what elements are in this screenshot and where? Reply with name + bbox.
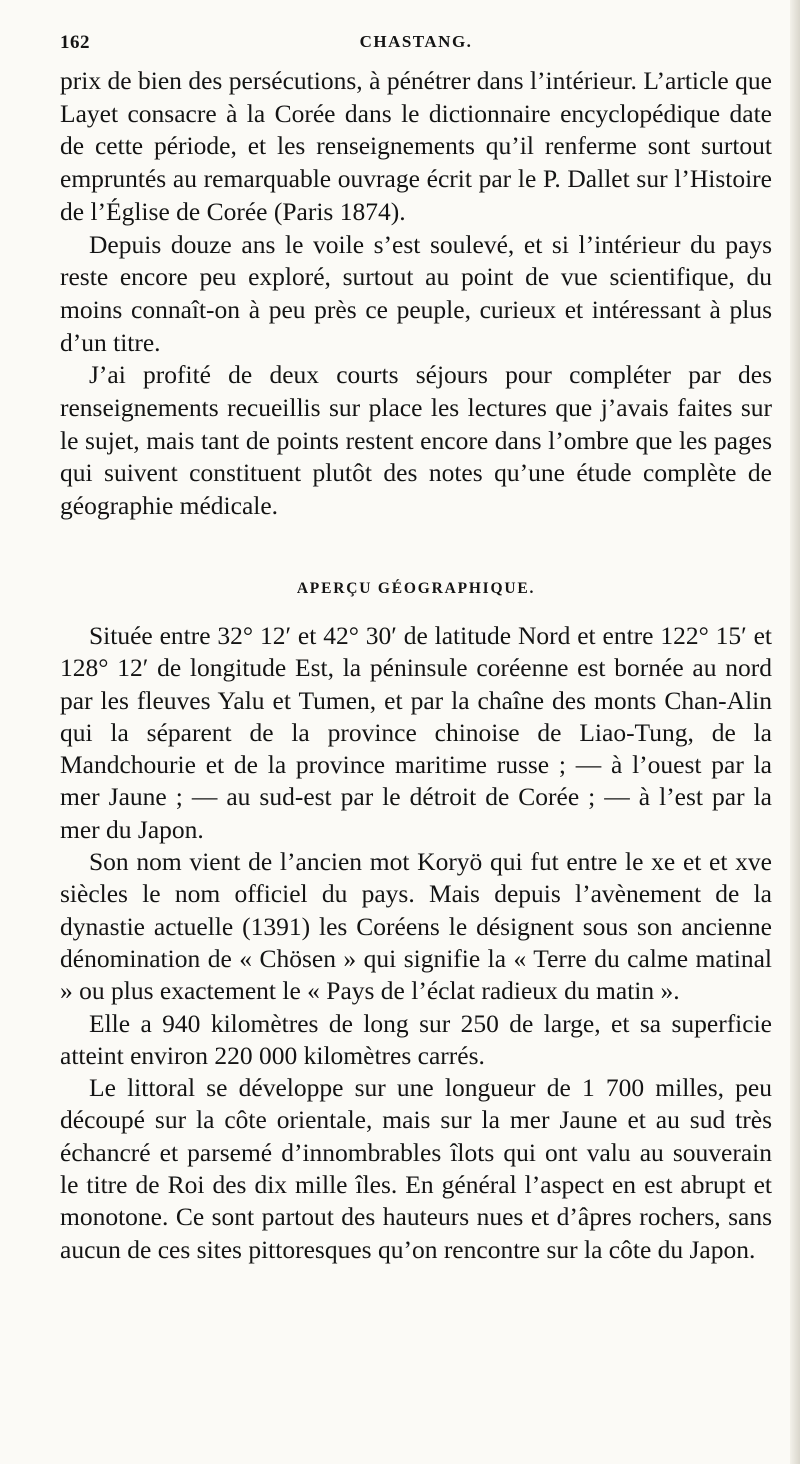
paragraph: Elle a 940 kilomètres de long sur 250 de large, et sa superficie atteint environ 220 000 kilomètres carrés.: [60, 1008, 772, 1070]
page-header: [60, 32, 772, 60]
paragraph: Son nom vient de l’ancien mot Koryö qui fut entre le xe et et xve siècles le nom officiel du pays. Mais depuis l’avènement de la dynastie actuelle (1391) les Coréens le désignent sous son ancienne dénomination de « Chösen » qui signifie la « Terre du calme matinal » ou plus exactement le « Pays de l’éclat radieux du matin ».: [60, 847, 772, 1006]
page-edge-shadow: [790, 0, 800, 1464]
page-number: 162: [60, 32, 90, 53]
paragraph: Le littoral se développe sur une longueur de 1 700 milles, peu découpé sur la côte orientale, mais sur la mer Jaune et au sud très échancré et parsemé d’innombrables îlots qui ont valu au souverain le titre de Roi des dix mille îles. En général l’aspect en est abrupt et monotone. Ce sont partout des hauteurs nues et d’âpres rochers, sans aucun de ces sites pittoresques qu’on rencontre sur la côte du Japon.: [60, 1073, 772, 1264]
paragraph: J’ai profité de deux courts séjours pour compléter par des renseignements recueillis sur place les lectures que j’avais faites sur le sujet, mais tant de points restent encore dans l’ombre que les pages qui suivent constituent plutôt des notes qu’une étude complète de géographie médicale.: [60, 360, 772, 521]
running-head: CHASTANG.: [359, 32, 473, 51]
paragraph: prix de bien des persécutions, à pénétrer dans l’intérieur. L’article que Layet consacre à la Corée dans le dictionnaire encyclopédique date de cette période, et les renseignements qu’il renferme sont surtout empruntés au remarquable ouvrage écrit par le P. Dallet sur l’Histoire de l’Église de Corée (Paris 1874).: [60, 66, 772, 226]
paragraph: Depuis douze ans le voile s’est soulevé, et si l’intérieur du pays reste encore peu exploré, surtout au point de vue scientifique, du moins connaît-on à peu près ce peuple, curieux et intéressant à plus d’un titre.: [60, 229, 772, 357]
section-title: APERÇU GÉOGRAPHIQUE.: [296, 580, 536, 597]
intro-text-block: [60, 65, 772, 523]
paragraph: Située entre 32° 12′ et 42° 30′ de latitude Nord et entre 122° 15′ et 128° 12′ de longitude Est, la péninsule coréenne est bornée au nord par les fleuves Yalu et Tumen, et par la chaîne des monts Chan-Alin qui la séparent de la province chinoise de Liao-Tung, de la Mandchourie et de la province maritime russe ; — à l’ouest par la mer Jaune ; — au sud-est par le détroit de Corée ; — à l’est par la mer du Japon.: [60, 621, 772, 844]
geography-text-block: [60, 620, 772, 1266]
